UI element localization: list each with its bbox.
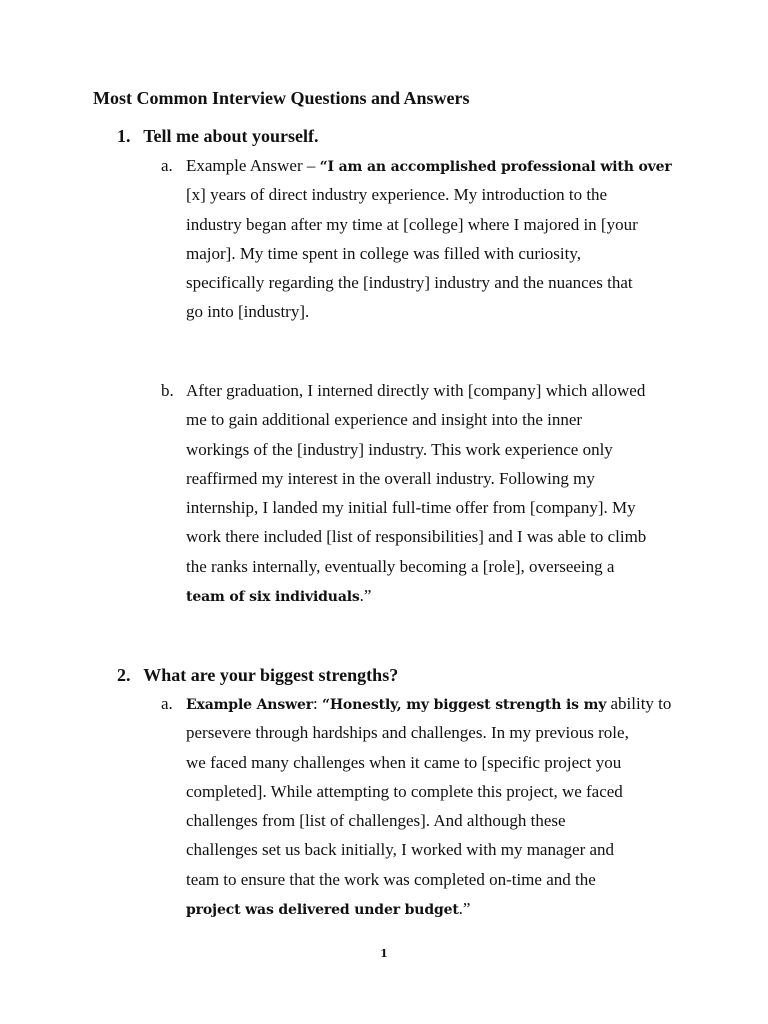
answer-line-text: : — [312, 694, 322, 713]
answer-line: [x] years of direct industry experience. My introduction to the — [186, 185, 608, 205]
answer-line: we faced many challenges when it came to [specific project you — [186, 752, 622, 772]
question-heading — [117, 124, 319, 148]
answer-line — [186, 894, 681, 923]
answer-text — [186, 689, 681, 923]
question-number: 2. — [117, 665, 131, 685]
list-marker: a. — [161, 156, 173, 175]
answer-line — [186, 151, 681, 180]
answer-line-emphasis: “Honestly, my biggest strength is my — [321, 697, 607, 713]
answer-line — [186, 581, 681, 610]
answer-item — [161, 376, 681, 610]
answer-line: industry began after my time at [college] where I majored in [your — [186, 214, 638, 234]
answer-line-text: ability to — [606, 694, 672, 713]
answer-line: workings of the [industry] industry. This work experience only — [186, 439, 613, 459]
answer-line: go into [industry]. — [186, 302, 310, 322]
list-marker: b. — [161, 381, 174, 400]
answer-line: the ranks internally, eventually becoming a [role], overseeing a — [186, 556, 615, 576]
answer-line: internship, I landed my initial full-time offer from [company]. My — [186, 498, 636, 518]
answer-line: reaffirmed my interest in the overall industry. Following my — [186, 468, 595, 488]
answer-line: work there included [list of responsibilities] and I was able to climb — [186, 527, 647, 547]
answer-line: specifically regarding the [industry] industry and the nuances that — [186, 273, 633, 293]
answer-line-text: .” — [359, 586, 372, 606]
answer-text — [186, 376, 681, 610]
answer-line-text: .” — [458, 899, 471, 919]
answer-line-emphasis: project was delivered under budget — [186, 902, 459, 919]
answer-line: persevere through hardships and challenges. In my previous role, — [186, 723, 629, 743]
answer-line — [186, 689, 681, 718]
answer-line-emphasis: Example Answer — [186, 697, 313, 713]
document-title: Most Common Interview Questions and Answers — [93, 88, 470, 108]
question-text: What are your biggest strengths? — [143, 665, 399, 685]
answer-line: team to ensure that the work was completed on-time and the — [186, 869, 596, 889]
answer-line: challenges set us back initially, I worked with my manager and — [186, 840, 615, 860]
question-number: 1. — [117, 126, 131, 146]
answer-item — [161, 689, 681, 923]
answer-line: major]. My time spent in college was filled with curiosity, — [186, 243, 582, 263]
list-marker: a. — [161, 694, 173, 713]
answer-line-emphasis: “I am an accomplished professional with over — [319, 159, 672, 175]
answer-line: challenges from [list of challenges]. And although these — [186, 811, 566, 831]
page-number: 1 — [380, 947, 388, 960]
question-text: Tell me about yourself. — [143, 126, 319, 146]
answer-item — [161, 151, 681, 327]
answer-line-emphasis: team of six individuals — [186, 589, 360, 606]
answer-line: completed]. While attempting to complete this project, we faced — [186, 781, 623, 801]
answer-line: After graduation, I interned directly with [company] which allowed — [186, 381, 646, 400]
answer-line-text: Example Answer – — [186, 156, 320, 175]
question-heading — [117, 663, 398, 687]
answer-text — [186, 151, 681, 327]
answer-line: me to gain additional experience and insight into the inner — [186, 410, 583, 430]
